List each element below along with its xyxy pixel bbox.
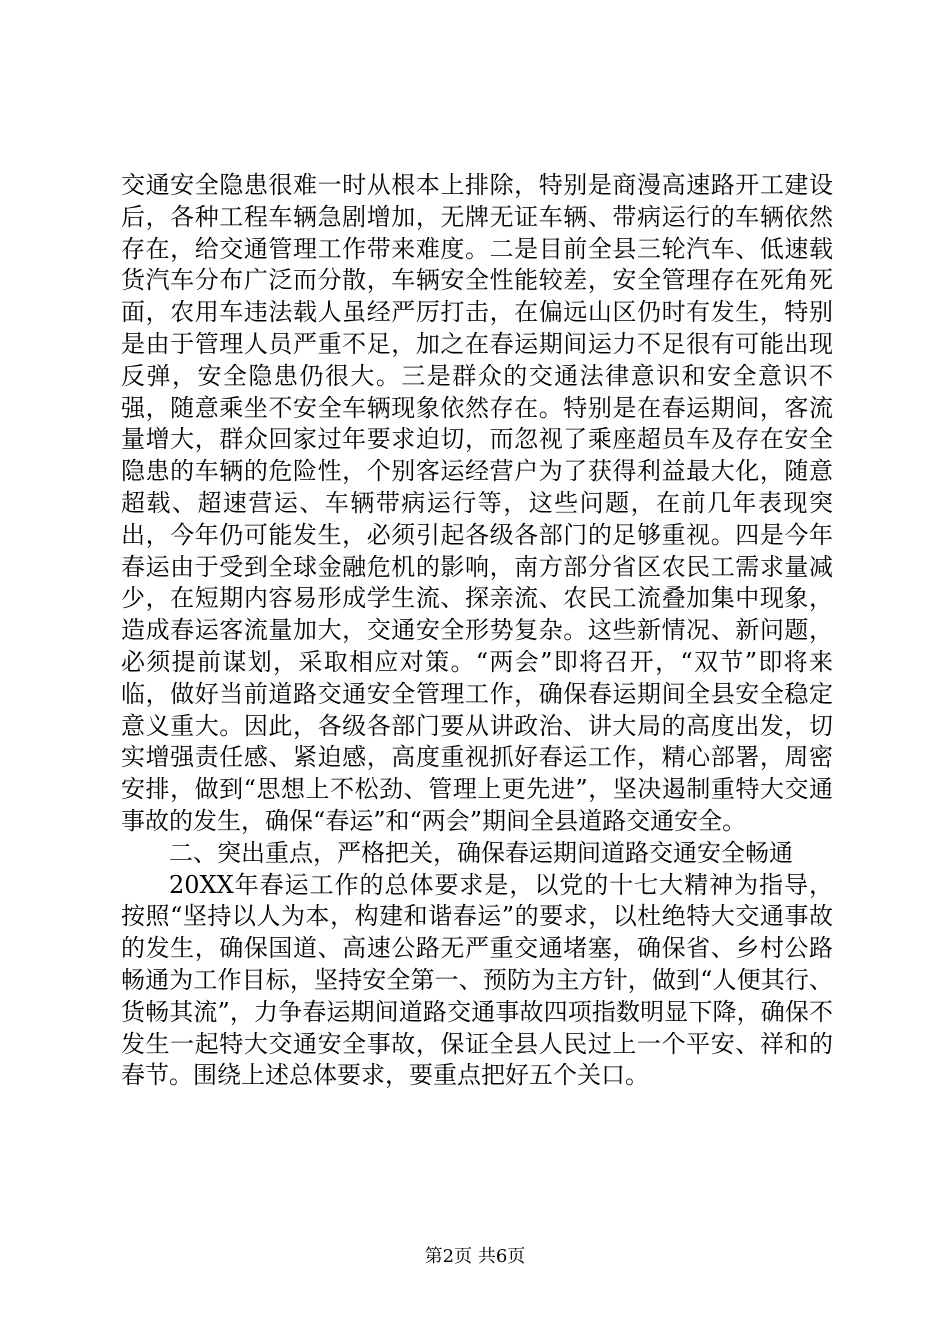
document-body [121,170,833,1092]
section-heading: 二、突出重点，严格把关，确保春运期间道路交通安全畅通 [169,838,793,867]
paragraph-continuation: 交通安全隐患很难一时从根本上排除，特别是商漫高速路开工建设后，各种工程车辆急剧增加，无牌无证车辆、带病运行的车辆依然存在，给交通管理工作带来难度。二是目前全县三轮汽车、低速载货汽车分布广泛而分散，车辆安全性能较差，安全管理存在死角死面，农用车违法载人虽经严厉打击，在偏远山区仍时有发生，特别是由于管理人员严重不足，加之在春运期间运力不足很有可能出现反弹，安全隐患仍很大。三是群众的交通法律意识和安全意识不强，随意乘坐不安全车辆现象依然存在。特别是在春运期间，客流量增大，群众回家过年要求迫切，而忽视了乘座超员车及存在安全隐患的车辆的危险性，个别客运经营户为了获得利益最大化，随意超载、超速营运、车辆带病运行等，这些问题，在前几年表现突出，今年仍可能发生，必须引起各级各部门的足够重视。四是今年春运由于受到全球金融危机的影响，南方部分省区农民工需求量减少，在短期内容易形成学生流、探亲流、农民工流叠加集中现象，造成春运客流量加大，交通安全形势复杂。这些新情况、新问题，必须提前谋划，采取相应对策。“两会”即将召开，“双节”即将来临，做好当前道路交通安全管理工作，确保春运期间全县安全稳定意义重大。因此，各级各部门要从讲政治、讲大局的高度出发，切实增强责任感、紧迫感，高度重视抓好春运工作，精心部署，周密安排，做到“思想上不松劲、管理上更先进”，坚决遏制重特大交通事故的发生，确保“春运”和“两会”期间全县道路交通安全。 [121,171,833,835]
paragraph-requirements: 20XX年春运工作的总体要求是，以党的十七大精神为指导，按照“坚持以人为本，构建和谐春运”的要求，以杜绝特大交通事故的发生，确保国道、高速公路无严重交通堵塞，确保省、乡村公路畅通为工作目标，坚持安全第一、预防为主方针，做到“人便其行、货畅其流”，力争春运期间道路交通事故四项指数明显下降，确保不发生一起特大交通安全事故，保证全县人民过上一个平安、祥和的春节。围绕上述总体要求，要重点把好五个关口。 [121,870,833,1090]
page-number: 第2页 共6页 [424,1246,526,1267]
